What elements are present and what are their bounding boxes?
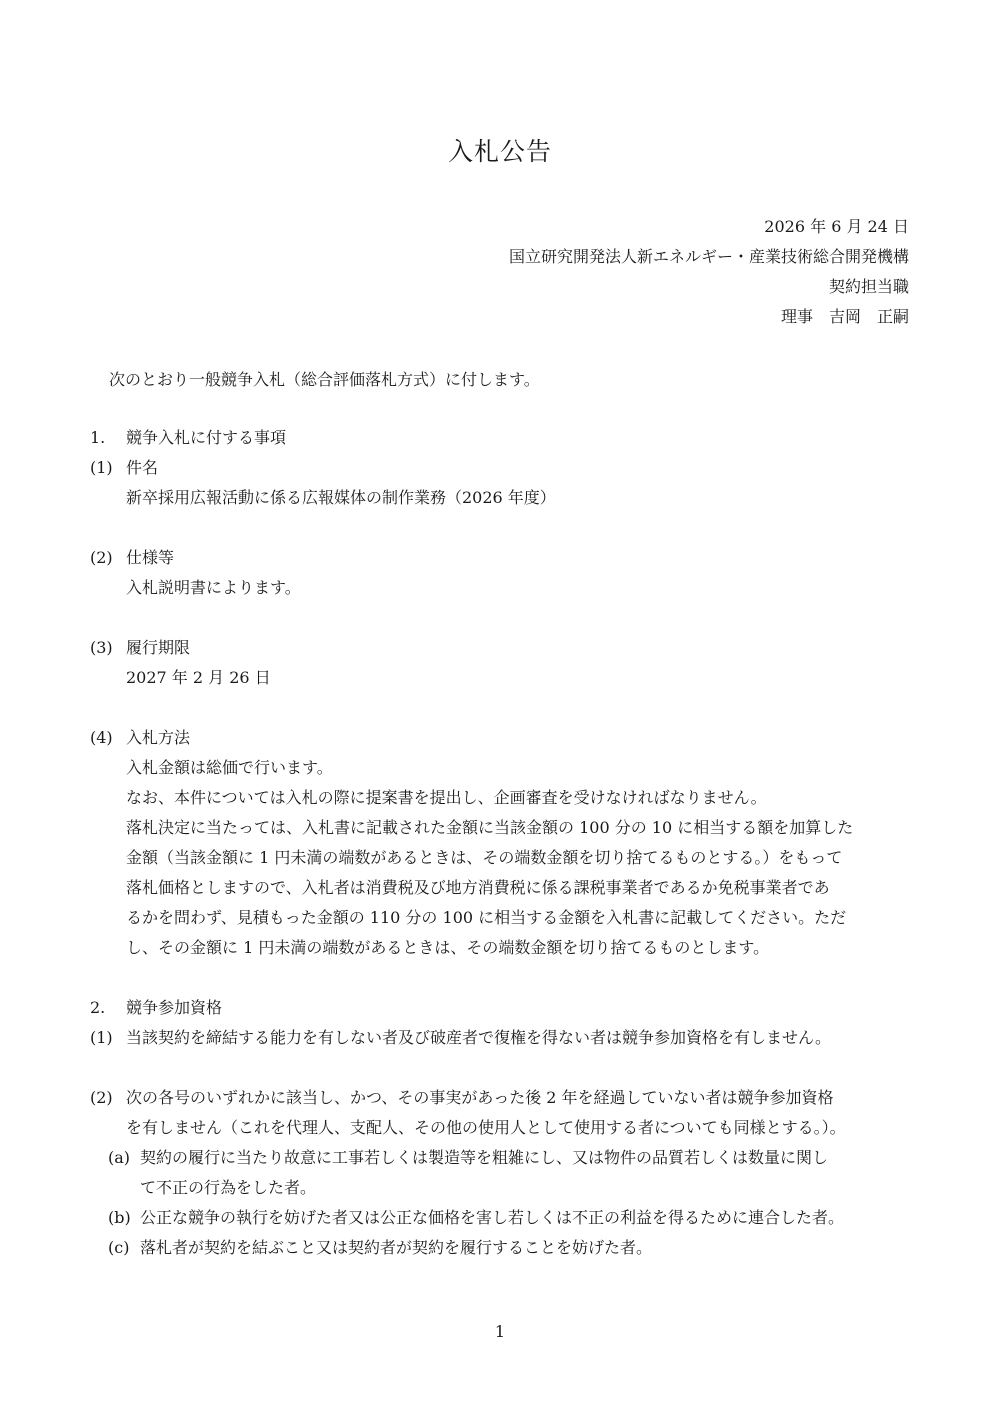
item-text: なお、本件については入札の際に提案書を提出し、企画審査を受けなければなりません。 xyxy=(126,788,767,807)
sub-item-text: 落札者が契約を結ぶこと又は契約者が契約を履行することを妨げた者。 xyxy=(140,1238,653,1257)
document-body xyxy=(90,423,920,1263)
item-text: を有しません（これを代理人、支配人、その他の使用人として使用する者についても同様とする。）。 xyxy=(126,1118,846,1137)
item-label: (3) xyxy=(90,638,113,657)
section-heading xyxy=(90,423,920,453)
item-heading xyxy=(90,723,920,753)
item-text: 落札価格としますので、入札者は消費税及び地方消費税に係る課税事業者であるか免税事業者であ xyxy=(126,878,830,897)
issuer-role: 契約担当職 xyxy=(828,277,909,296)
sub-item xyxy=(90,1203,920,1233)
item-text: 落札決定に当たっては、入札書に記載された金額に当該金額の 100 分の 10 に相当する額を加算した xyxy=(126,818,854,837)
item-text: 次の各号のいずれかに該当し、かつ、その事実があった後 2 年を経過していない者は競争参加資格 xyxy=(126,1088,834,1107)
item-title: 入札方法 xyxy=(126,728,191,747)
item-label: (1) xyxy=(90,1028,113,1047)
item-text: し、その金額に 1 円未満の端数があるときは、その端数金額を切り捨てるものとします。 xyxy=(126,938,770,957)
section-title: 競争参加資格 xyxy=(126,998,223,1017)
sub-item-label: (b) xyxy=(108,1208,131,1227)
item-title: 履行期限 xyxy=(126,638,191,657)
item-text: 入札説明書によります。 xyxy=(126,578,301,597)
sub-item-text: て不正の行為をした者。 xyxy=(140,1178,317,1197)
sub-item-text: 契約の履行に当たり故意に工事若しくは製造等を粗雑にし、又は物件の品質若しくは数量に関し xyxy=(140,1148,829,1167)
item-label: (2) xyxy=(90,548,113,567)
item-text: 当該契約を締結する能力を有しない者及び破産者で復権を得ない者は競争参加資格を有しません。 xyxy=(126,1028,831,1047)
page-number: 1 xyxy=(494,1322,506,1341)
item-label: (2) xyxy=(90,1088,113,1107)
item-text: 新卒採用広報活動に係る広報媒体の制作業務（2026 年度） xyxy=(126,488,556,507)
sub-item xyxy=(90,1233,920,1263)
sub-item xyxy=(90,1143,920,1173)
section-number: 1. xyxy=(90,428,106,447)
issuer-block xyxy=(509,212,909,332)
item-text: 入札金額は総価で行います。 xyxy=(126,758,333,777)
section-title: 競争入札に付する事項 xyxy=(126,428,287,447)
item-text: 金額（当該金額に 1 円未満の端数があるときは、その端数金額を切り捨てるものとする。）をもって xyxy=(126,848,843,867)
issuer-organization: 国立研究開発法人新エネルギー・産業技術総合開発機構 xyxy=(508,247,909,266)
item-title: 仕様等 xyxy=(126,548,175,567)
issue-date: 2026 年 6 月 24 日 xyxy=(764,217,909,236)
item-label: (1) xyxy=(90,458,113,477)
section-heading xyxy=(90,993,920,1023)
sub-item-text: 公正な競争の執行を妨げた者又は公正な価格を害し若しくは不正の利益を得るために連合した者。 xyxy=(140,1208,845,1227)
section-number: 2. xyxy=(90,998,106,1017)
item-heading xyxy=(90,633,920,663)
sub-item-label: (c) xyxy=(108,1238,130,1257)
item-paragraph xyxy=(90,1083,920,1113)
page-title: 入札公告 xyxy=(447,137,552,166)
item-heading xyxy=(90,543,920,573)
item-heading xyxy=(90,453,920,483)
intro-text: 次のとおり一般競争入札（総合評価落札方式）に付します。 xyxy=(109,370,540,389)
item-paragraph xyxy=(90,1023,920,1053)
issuer-officer: 理事 吉岡 正嗣 xyxy=(780,307,909,326)
sub-item-label: (a) xyxy=(108,1148,131,1167)
item-label: (4) xyxy=(90,728,113,747)
item-text: るかを問わず、見積もった金額の 110 分の 100 に相当する金額を入札書に記載してください。ただ xyxy=(126,908,847,927)
item-text: 2027 年 2 月 26 日 xyxy=(126,668,271,687)
item-title: 件名 xyxy=(126,458,159,477)
